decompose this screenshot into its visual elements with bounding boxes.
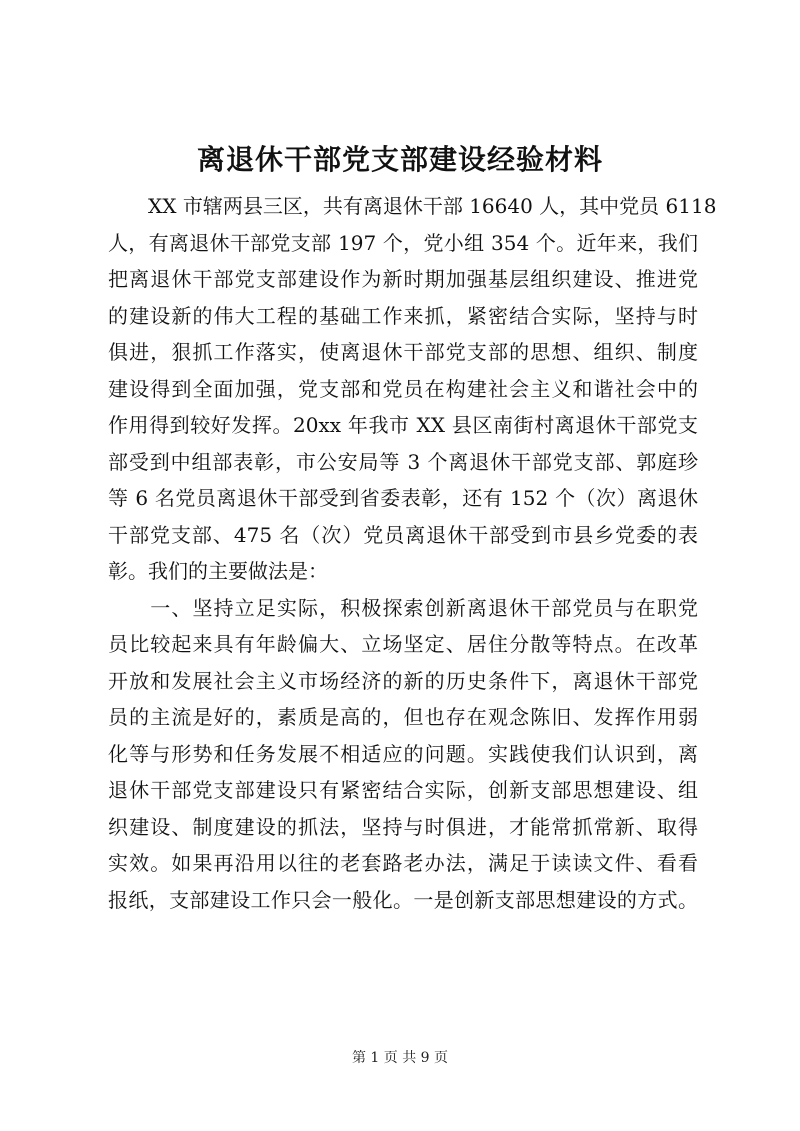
body-line: 建设得到全面加强，党支部和党员在构建社会主义和谐社会中的 [108, 376, 698, 401]
body-line: 等 6 名党员离退休干部受到省委表彰，还有 152 个（次）离退休 [108, 486, 698, 510]
body-line: 退休干部党支部建设只有紧密结合实际，创新支部思想建设、组 [108, 778, 698, 802]
body-line: 化等与形势和任务发展不相适应的问题。实践使我们认识到，离 [108, 741, 698, 766]
body-line: 的建设新的伟大工程的基础工作来抓，紧密结合实际，坚持与时 [108, 303, 698, 328]
body-line: 一、坚持立足实际，积极探索创新离退休干部党员与在职党 [108, 595, 698, 620]
body-line: 员比较起来具有年龄偏大、立场坚定、居住分散等特点。在改革 [108, 632, 698, 656]
body-line: XX 市辖两县三区，共有离退休干部 16640 人，其中党员 6118 [108, 194, 717, 218]
document-body [108, 188, 717, 918]
body-line: 彰。我们的主要做法是： [108, 559, 328, 583]
body-line: 俱进，狠抓工作落实，使离退休干部党支部的思想、组织、制度 [108, 340, 698, 364]
body-line: 开放和发展社会主义市场经济的新的历史条件下，离退休干部党 [108, 668, 698, 693]
document-title: 离退休干部党支部建设经验材料 [196, 143, 603, 176]
body-line: 报纸，支部建设工作只会一般化。一是创新支部思想建设的方式。 [108, 887, 698, 912]
page-footer: 第 1 页 共 9 页 [351, 1050, 449, 1066]
body-line: 人，有离退休干部党支部 197 个，党小组 354 个。近年来，我们 [108, 230, 698, 255]
body-line: 实效。如果再沿用以往的老套路老办法，满足于读读文件、看看 [108, 851, 698, 875]
body-line: 部受到中组部表彰，市公安局等 3 个离退休干部党支部、郭庭珍 [108, 449, 698, 474]
body-line: 员的主流是好的，素质是高的，但也存在观念陈旧、发挥作用弱 [108, 705, 698, 729]
body-line: 织建设、制度建设的抓法，坚持与时俱进，才能常抓常新、取得 [108, 814, 698, 839]
body-line: 把离退休干部党支部建设作为新时期加强基层组织建设、推进党 [108, 267, 698, 291]
body-line: 干部党支部、475 名（次）党员离退休干部受到市县乡党委的表 [108, 522, 698, 547]
body-line: 作用得到较好发挥。20xx 年我市 XX 县区南街村离退休干部党支 [108, 413, 698, 437]
